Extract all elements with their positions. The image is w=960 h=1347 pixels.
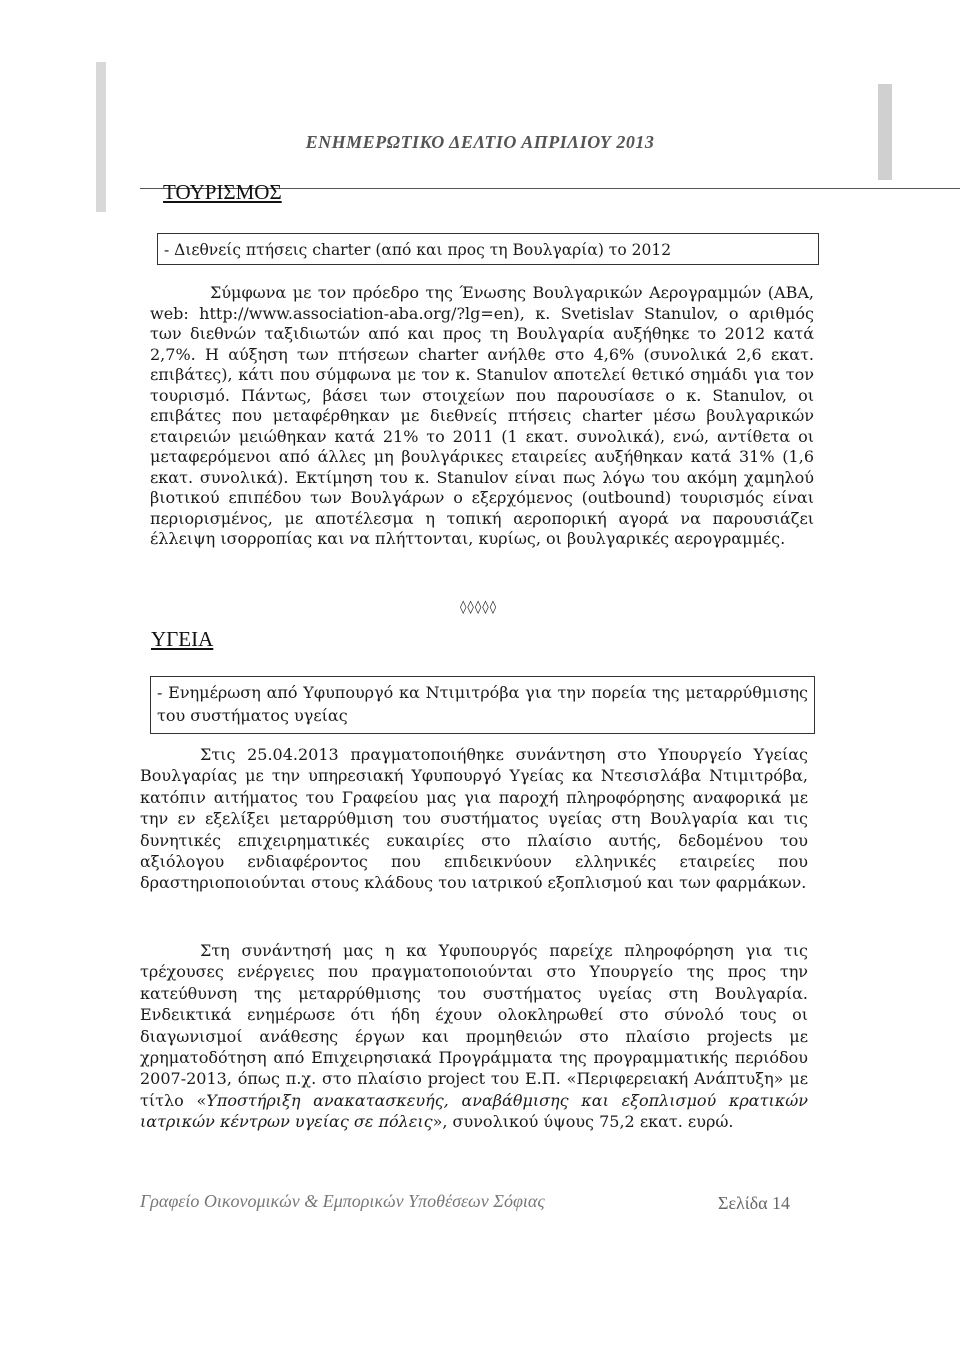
section-heading-tourism: ΤΟΥΡΙΣΜΟΣ [163, 180, 282, 204]
tourism-text: Σύμφωνα με τον πρόεδρο της Ένωσης Βουλγαρικών Αερογραμμών (ΑΒΑ, web: http://www.association-aba.org/?lg=en), κ. Svetislav Stanulov, ο αριθμός των διεθνών ταξιδιωτών από και προς τη Βουλγαρία αυξήθηκε το 2012 κατά 2,7%. Η αύξηση των πτήσεων charter ανήλθε στο 4,6% (συνολικά 2,6 εκατ. επιβάτες), κάτι που σύμφωνα με τον κ. Stanulov αποτελεί θετικό σημάδι για τον τουρισμό. Πάντως, βάσει των στοιχείων που παρουσίασε ο κ. Stanulov, οι επιβάτες που μεταφέρθηκαν με διεθνείς πτήσεις charter μέσω βουλγαρικών εταιρειών μειώθηκαν κατά 21% το 2011 (1 εκατ. συνολικά), ενώ, αντίθετα οι μεταφερόμενοι από άλλες μη βουλγάρικες εταιρείες αυξήθηκαν κατά 31% (1,6 εκατ. συνολικά). Εκτίμηση του κ. Stanulov είναι πως λόγω του ακόμη χαμηλού βιοτικού επιπέδου των Βουλγάρων ο εξερχόμενος (outbound) τουρισμός είναι περιορισμένος, με αποτέλεσμα η τοπική αεροπορική αγορά να παρουσιάζει έλλειψη ισορροπίας και να πλήττονται, κυρίως, οι βουλγαρικές αερογραμμές. [150, 283, 814, 548]
health-paragraph-1 [140, 744, 808, 894]
health-topic-box [150, 676, 815, 734]
health-topic-title: - Ενημέρωση από Υφυπουργό κα Ντιμιτρόβα για την πορεία της μεταρρύθμισης του συστήματος υγείας [157, 683, 808, 725]
footer-office: Γραφείο Οικονομικών & Εμπορικών Υποθέσεων Σόφιας [140, 1191, 545, 1211]
page-number: Σελίδα 14 [718, 1193, 791, 1213]
tourism-topic-box [157, 233, 819, 265]
section-separator: ◊◊◊◊◊ [460, 600, 498, 615]
tourism-paragraph [150, 283, 814, 550]
bulletin-title: ΕΝΗΜΕΡΩΤΙΚΟ ΔΕΛΤΙΟ ΑΠΡΙΛΙΟΥ 2013 [305, 132, 655, 152]
health-paragraph-2 [140, 940, 808, 1133]
project-title: Υποστήριξη ανακατασκευής, αναβάθμισης και εξοπλισμού κρατικών ιατρικών κέντρων υγείας σε πόλεις [140, 1090, 809, 1132]
tourism-topic-title: - Διεθνείς πτήσεις charter (από και προς τη Βουλγαρία) το 2012 [164, 241, 672, 259]
health-text-1: Στις 25.04.2013 πραγματοποιήθηκε συνάντηση στο Υπουργείο Υγείας Βουλγαρίας με την υπηρεσιακή Υφυπουργό Υγείας κα Ντεσισλάβα Ντιμιτρόβα, κατόπιν αιτήματος του Γραφείου μας για παροχή πληροφόρησης αναφορικά με την εν εξελίξει μεταρρύθμιση του συστήματος υγείας στη Βουλγαρία και τις δυνητικές επιχειρηματικές ευκαιρίες στο πλαίσιο αυτής, δεδομένου του αξιόλογου ενδιαφέροντος που επιδεικνύουν ελληνικές εταιρείες που δραστηριοποιούνται στους κλάδους του ιατρικού εξοπλισμού και των φαρμάκων. [140, 745, 808, 893]
section-heading-health: ΥΓΕΙΑ [151, 627, 214, 651]
health-text-2: Στη συνάντησή μας η κα Υφυπουργός παρείχε πληροφόρηση για τις τρέχουσες ενέργειες που πραγματοποιούνται στο Υπουργείο της προς την κατεύθυνση της μεταρρύθμισης του συστήματος υγείας στη Βουλγαρία. Ενδεικτικά ενημέρωσε ότι ήδη έχουν ολοκληρωθεί στο σύνολό τους οι διαγωνισμοί ανάθεσης έργων και προμηθειών στο πλαίσιο projects με χρηματοδότηση από Επιχειρησιακά Προγράμματα της προγραμματικής περιόδου 2007-2013, όπως π.χ. στο πλαίσιο project του Ε.Π. «Περιφερειακή Ανάπτυξη» με τίτλο «Υποστήριξη ανακατασκευής, αναβάθμισης και εξοπλισμού κρατικών ιατρικών κέντρων υγείας σε πόλεις», συνολικού ύψους 75,2 εκατ. ευρώ. [140, 941, 809, 1132]
